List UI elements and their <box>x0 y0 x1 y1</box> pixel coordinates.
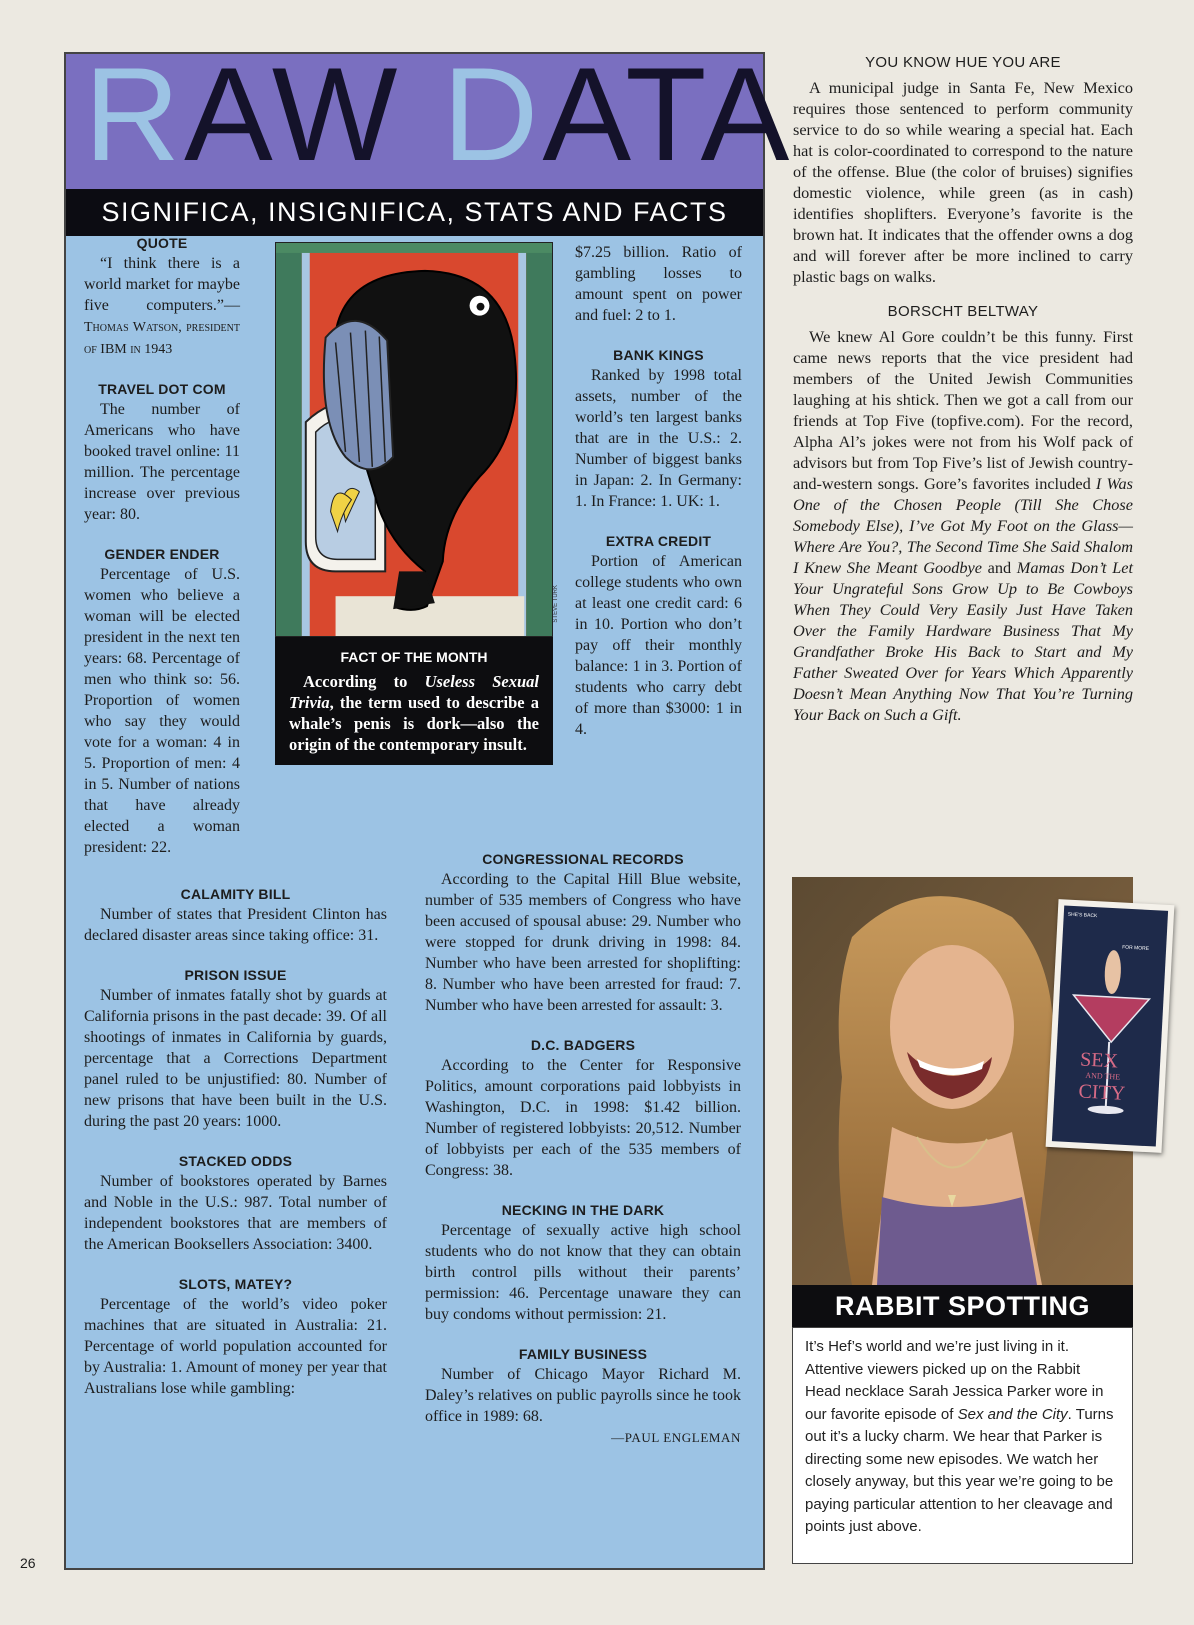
section-text-dc: According to the Center for Responsive Politics, amount corporations paid lobbyists in Washington, D.C. in 1998: $1.42 billion. Number of registered lobbyists: 20,512. Number of lobbyists per each of the 535 members of Congress: 38. <box>425 1057 741 1179</box>
fact-of-month-text: According to Useless Sexual Trivia, the term used to describe a whale’s penis is dork—also the origin of the contemporary insult. <box>289 672 539 754</box>
section-text-slots: Percentage of the world’s video poker machines that are situated in Australia: 21. Percentage of world population accounted for by Australia: 1. Amount of money per year that Australians lose while gambling: <box>84 1296 387 1397</box>
raw-data-header <box>66 41 794 189</box>
dvd-title-1: SEX <box>1079 1048 1119 1073</box>
dvd-tagline-right: FOR MORE <box>1121 944 1150 952</box>
section-heading-necking: NECKING IN THE DARK <box>501 1202 665 1218</box>
quote-attribution: Thomas Watson, president of IBM in 1943 <box>84 320 240 357</box>
section-text-prison: Number of inmates fatally shot by guards at California prisons in the past decade: 39. Of all shootings of inmates in California by guards, percentage that a Corrections Department panel ruled to be unjustified: 80. Number of new prisons that have been built in the U.S. during the past 20 years: 1000. <box>84 987 387 1130</box>
rabbit-spotting-box <box>792 1327 1133 1564</box>
dvd-title-2: AND THE <box>1085 1070 1121 1082</box>
section-text-family: Number of Chicago Mayor Richard M. Daley’s relatives on public payrolls since he took office in 1989: 68. <box>425 1366 741 1425</box>
section-heading-hue: YOU KNOW HUE YOU ARE <box>865 54 1061 71</box>
left-column-upper <box>84 234 240 858</box>
section-heading-stacked: STACKED ODDS <box>178 1153 293 1169</box>
illustration-credit: STEVE TURK <box>553 585 559 623</box>
section-text-borscht: We knew Al Gore couldn’t be this funny. First came news reports that the vice president had members of the United Jewish Communities laughing at his shtick. Then we got a call from our friends at Top Five (topfive.com). For the record, Alpha Al’s jokes were not from his Wolf pack of advisors but from Top Five’s list of Jewish country-and-western songs. Gore’s favorites included I Was One of the Chosen People (Till She Chose Somebody Else), I’ve Got My Foot on the Glass—Where Are You?, The Second Time She Said Shalom I Knew She Meant Goodbye and Mamas Don’t Let Your Ungrateful Sons Grow Up to Be Cowboys When They Could Very Easily Just Have Taken Over the Family Hardware Business That My Grandfather Broke His Back to Start and My Father Sweated Over for Years Which Apparently Doesn’t Mean Anything Now That You’re Turning Your Back on Such a Gift. <box>793 327 1133 724</box>
whale-illustration <box>275 242 553 637</box>
section-text-congress: According to the Capital Hill Blue website, number of 535 members of Congress who have been accused of spousal abuse: 29. Number who were stopped for drunk driving in 1998: 84. Number who have been arrested for shoplifting: 8. Number who have been arrested for fraud: 7. Number who have been arrested for assault: 3. <box>425 871 741 1014</box>
section-text-stacked: Number of bookstores operated by Barnes and Noble in the U.S.: 987. Total number of independent bookstores that are members of the American Booksellers Association: 3400. <box>84 1173 387 1253</box>
sex-and-the-city-dvd <box>1046 899 1175 1153</box>
rabbit-spotting-text: It’s Hef’s world and we’re just living in it. Attentive viewers picked up on the Rabbit Head necklace Sarah Jessica Parker wore in our favorite episode of Sex and the City. Turns out it’s a lucky charm. We hear that Parker is directing some new episodes. We watch her closely anyway, but this year we’re going to be paying particular attention to her cleavage and points just above. <box>805 1338 1114 1535</box>
author-signature: —PAUL ENGLEMAN <box>611 1430 741 1445</box>
fact-of-month-heading: FACT OF THE MONTH <box>340 649 488 665</box>
section-heading-slots: SLOTS, MATEY? <box>178 1276 293 1292</box>
section-heading-gender: GENDER ENDER <box>104 546 220 562</box>
section-text-gender: Percentage of U.S. women who believe a woman will be elected president in the next ten years: 68. Percentage of men who think so: 56. Proportion of women who say they would vote for a woman: 4 in 5. Proportion of men: 4 in 5. Number of nations that have already elected a woman president: 22. <box>84 566 240 856</box>
raw-data-subtitle: SIGNIFICA, INSIGNIFICA, STATS AND FACTS <box>66 189 763 236</box>
section-heading-family: FAMILY BUSINESS <box>518 1346 648 1362</box>
section-heading-bank: BANK KINGS <box>613 347 704 363</box>
section-text-credit: Portion of American college students who own at least one credit card: 6 in 10. Portion who don’t pay off their monthly balance: 1 in 3. Portion of students who carry debt of more than $3000: 1 in 4. <box>575 553 742 738</box>
section-heading-quote: QUOTE <box>136 235 188 251</box>
middle-column-upper <box>575 242 742 740</box>
dvd-cover-art <box>1046 899 1175 1153</box>
section-heading-prison: PRISON ISSUE <box>184 967 287 983</box>
show-title: Sex and the City <box>957 1405 1068 1423</box>
fact-of-month-box <box>275 637 553 765</box>
middle-column-lower <box>425 850 741 1448</box>
section-text-hue: A municipal judge in Santa Fe, New Mexico requires those sentenced to perform community service to do so while wearing a special hat. Each hat is color-coordinated to correspond to the nature of the offense. Blue (the color of bruises) signifies domestic violence, while green (as in cash) identifies shoplifters. Everyone’s favorite is the brown hat. It indicates that the offender owns a dog and will forever after be more inclined to carry plastic bags on walks. <box>793 78 1133 286</box>
section-heading-calamity: CALAMITY BILL <box>180 886 291 902</box>
section-heading-dc: D.C. BADGERS <box>530 1037 636 1053</box>
section-heading-congress: CONGRESSIONAL RECORDS <box>482 851 684 867</box>
fact-of-month-figure <box>275 242 553 765</box>
section-text-necking: Percentage of sexually active high school students who do not know that they can obtain birth control pills without their parents’ permission: 46. Percentage unaware they can buy condoms without permission: 21. <box>425 1222 741 1323</box>
page-number: 26 <box>20 1555 36 1571</box>
section-heading-credit: EXTRA CREDIT <box>605 533 712 549</box>
section-heading-travel: TRAVEL DOT COM <box>98 381 226 397</box>
dvd-tagline-left: SHE'S BACK <box>1067 911 1098 920</box>
section-text-bank: Ranked by 1998 total assets, number of the world’s ten largest banks that are in the U.S.: 2. Number of biggest banks in Japan: 2. In Germany: 1. In France: 1. UK: 1. <box>575 367 742 510</box>
section-text-calamity: Number of states that President Clinton has declared disaster areas since taking office: 31. <box>84 906 387 944</box>
fact-book-title: Useless Sexual Trivia <box>289 672 539 712</box>
section-text-travel: The number of Americans who have booked travel online: 11 million. The percentage increase over previous year: 80. <box>84 401 240 523</box>
raw-data-title: RAW DATA <box>84 41 794 189</box>
dvd-title-3: CITY <box>1077 1080 1126 1105</box>
right-column <box>793 52 1133 725</box>
section-text-slots-continued: $7.25 billion. Ratio of gambling losses to amount spent on power and fuel: 2 to 1. <box>575 244 742 324</box>
section-heading-borscht: BORSCHT BELTWAY <box>887 303 1039 320</box>
left-column-lower <box>84 885 387 1399</box>
section-text-quote: “I think there is a world market for maybe five computers.”—Thomas Watson, president of IBM in 1943 <box>84 255 240 357</box>
rabbit-spotting-title: RABBIT SPOTTING <box>792 1285 1133 1327</box>
